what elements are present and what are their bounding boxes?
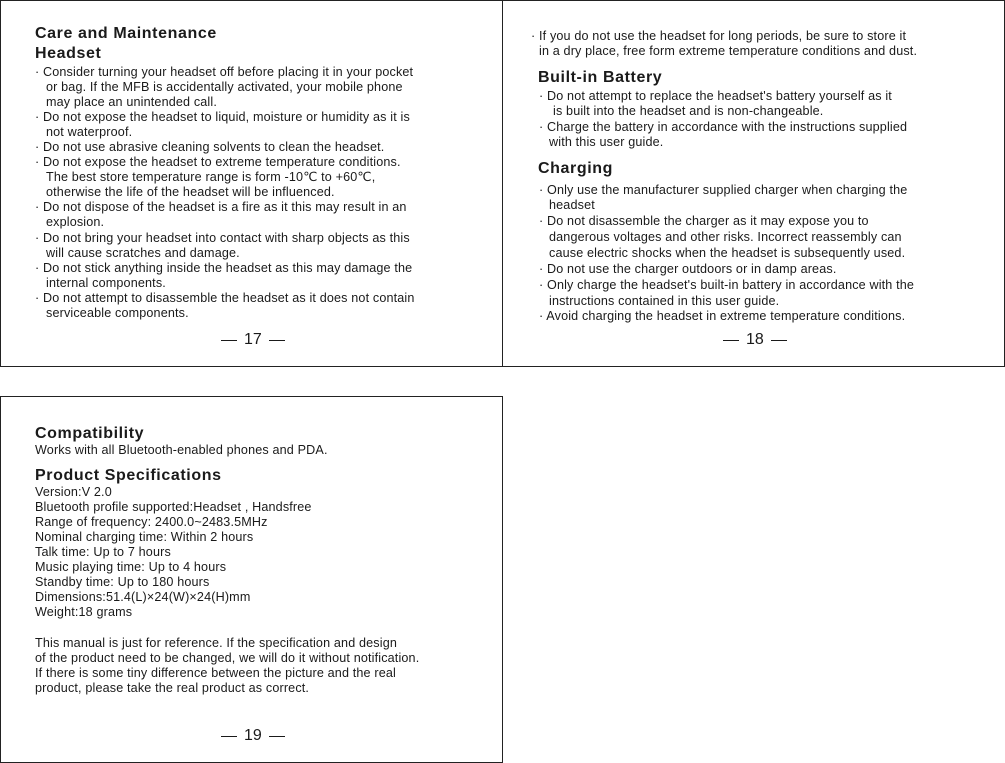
text-line: may place an unintended call. [46,95,217,109]
subsection-title-headset: Headset [35,45,102,62]
dash-right [269,736,285,737]
text-line: with this user guide. [549,135,664,149]
dash-right [771,340,787,341]
text-line: This manual is just for reference. If the specification and design [35,636,398,650]
section-title-care: Care and Maintenance [35,25,217,42]
spec-line: Dimensions:51.4(L)×24(W)×24(H)mm [35,590,251,604]
spec-line: Bluetooth profile supported:Headset , Handsfree [35,500,312,514]
page-17 [0,0,503,367]
spec-line: Version:V 2.0 [35,485,112,499]
dash-left [221,340,237,341]
text-line: If there is some tiny difference between the picture and the real [35,666,396,680]
spec-line: Talk time: Up to 7 hours [35,545,171,559]
page-number-value: 18 [746,331,764,348]
text-line: headset [549,198,595,212]
text-line: cause electric shocks when the headset is subsequently used. [549,246,906,260]
text-line: · Do not expose the headset to extreme temperature conditions. [35,155,401,169]
text-line: dangerous voltages and other risks. Incorrect reassembly can [549,230,902,244]
section-title-battery: Built-in Battery [538,69,663,86]
spec-line: Standby time: Up to 180 hours [35,575,210,589]
text-line: of the product need to be changed, we will do it without notification. [35,651,420,665]
text-line: · Do not expose the headset to liquid, moisture or humidity as it is [35,110,410,124]
text-line: explosion. [46,215,105,229]
text-line: product, please take the real product as correct. [35,681,310,695]
text-line: instructions contained in this user guide. [549,294,780,308]
page-number-value: 19 [244,727,262,744]
text-line: · Only use the manufacturer supplied charger when charging the [539,183,908,197]
text-line: or bag. If the MFB is accidentally activated, your mobile phone [46,80,403,94]
text-line: · Do not attempt to replace the headset's battery yourself as it [539,89,892,103]
text-line: · Do not use abrasive cleaning solvents to clean the headset. [35,140,385,154]
text-line: otherwise the life of the headset will be influenced. [46,185,335,199]
text-line: · Do not stick anything inside the headset as this may damage the [35,261,413,275]
spec-line: Range of frequency: 2400.0~2483.5MHz [35,515,268,529]
text-line: · Only charge the headset's built-in battery in accordance with the [539,278,915,292]
text-line: is built into the headset and is non-changeable. [553,104,824,118]
page-number-value: 17 [244,331,262,348]
text-line: The best store temperature range is form -10℃ to +60℃, [46,170,376,184]
spec-line: Nominal charging time: Within 2 hours [35,530,254,544]
text-line: · Avoid charging the headset in extreme temperature conditions. [539,309,906,323]
dash-left [221,736,237,737]
spec-line: Music playing time: Up to 4 hours [35,560,227,574]
section-title-compatibility: Compatibility [35,425,145,442]
text-line: · Do not use the charger outdoors or in damp areas. [539,262,837,276]
text-line: · Do not attempt to disassemble the headset as it does not contain [35,291,415,305]
text-line: Works with all Bluetooth-enabled phones and PDA. [35,443,328,457]
dash-right [269,340,285,341]
text-line: in a dry place, free form extreme temperature conditions and dust. [539,44,918,58]
text-line: internal components. [46,276,166,290]
text-line: serviceable components. [46,306,189,320]
page-number [723,331,787,349]
page-number [221,727,285,745]
text-line: not waterproof. [46,125,133,139]
section-title-charging: Charging [538,160,614,177]
text-line: · Consider turning your headset off before placing it in your pocket [35,65,414,79]
section-title-specifications: Product Specifications [35,467,222,484]
text-line: will cause scratches and damage. [46,246,240,260]
page-18 [502,0,1005,367]
text-line: · Do not disassemble the charger as it may expose you to [539,214,869,228]
text-line: · If you do not use the headset for long periods, be sure to store it [531,29,907,43]
text-line: · Do not bring your headset into contact with sharp objects as this [35,231,410,245]
dash-left [723,340,739,341]
page-number [221,331,285,349]
text-line: · Charge the battery in accordance with the instructions supplied [539,120,908,134]
text-line: · Do not dispose of the headset is a fire as it this may result in an [35,200,407,214]
page-19 [0,396,503,763]
spec-line: Weight:18 grams [35,605,133,619]
